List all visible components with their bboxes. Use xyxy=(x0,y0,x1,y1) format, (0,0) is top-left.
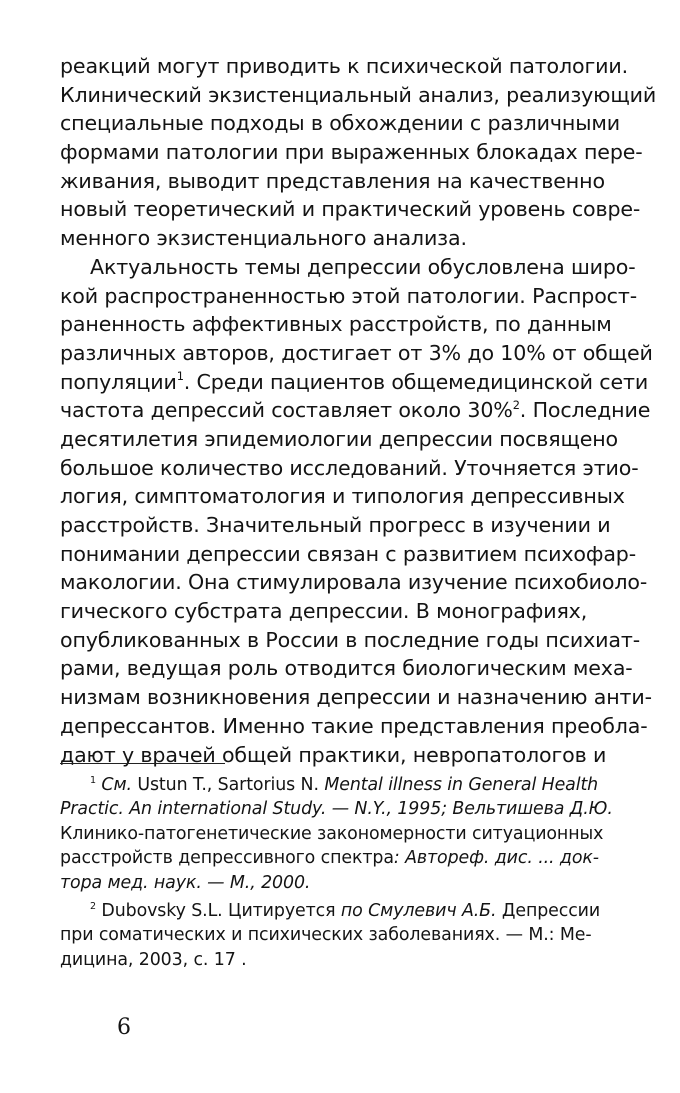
footnote-1-line xyxy=(60,773,613,797)
footnote-1-line xyxy=(60,871,613,895)
text-line: Актуальность темы депрессии обусловлена широ- xyxy=(90,254,636,279)
text-segment: Депрессии xyxy=(496,900,601,921)
text-line: десятилетия эпидемиологии депрессии посвящено xyxy=(60,426,618,451)
text-line xyxy=(60,368,656,397)
text-line: менного экзистенциального анализа. xyxy=(60,226,467,251)
footnote-ref-2: 2 xyxy=(512,397,520,412)
text-line: живания, выводит представления на качественно xyxy=(60,168,605,193)
text-segment: тора мед. наук. — М., 2000. xyxy=(60,872,311,893)
text-segment: по Смулевич А.Б. xyxy=(340,900,497,921)
text-segment: Practic. An international Study. — N.Y., 1995; Вельтишева Д.Ю. xyxy=(60,799,613,820)
text-line: специальные подходы в обхождении с различными xyxy=(60,111,620,136)
text-line: новый теоретический и практический уровень совре- xyxy=(60,197,641,222)
text-line: реакций могут приводить к психической патологии. xyxy=(60,54,629,78)
footnote-1-line xyxy=(60,797,613,821)
text-line: понимании депрессии связан с развитием психофар- xyxy=(60,541,637,566)
text-line: формами патологии при выраженных блокадах пере- xyxy=(60,140,643,165)
text-segment: популяции xyxy=(60,369,177,394)
footnote-2-line: дицина, 2003, с. 17 . xyxy=(60,949,247,970)
page-number: 6 xyxy=(117,1015,131,1040)
text-line: дают у врачей общей практики, невропатологов и xyxy=(60,742,607,767)
text-segment: Mental illness in General Health xyxy=(324,775,599,795)
text-line: большое количество исследований. Уточняется этио- xyxy=(60,455,639,480)
text-segment: . Среди пациентов общемедицинской сети xyxy=(183,369,649,394)
text-line: кой распространенностью этой патологии. Распрост- xyxy=(60,283,637,308)
text-segment: расстройств депрессивного спектра xyxy=(60,848,394,869)
text-line: низмам возникновения депрессии и назначению анти- xyxy=(60,685,652,710)
footnote-2-line: при соматических и психических заболеваниях. — М.: Ме- xyxy=(60,925,592,946)
text-line: гического субстрата депрессии. В монографиях, xyxy=(60,599,588,624)
footnote-mark-1: 1 xyxy=(90,774,96,786)
footnote-divider xyxy=(60,763,225,764)
text-segment: частота депрессий составляет около 30% xyxy=(60,398,513,423)
text-line: Клинический экзистенциальный анализ, реализующий xyxy=(60,82,657,107)
text-segment: : Автореф. дис. ... док- xyxy=(393,848,599,869)
footnote-1-line xyxy=(60,846,613,870)
main-text xyxy=(60,52,656,769)
text-segment: . Последние xyxy=(519,398,651,423)
footnote-2-line xyxy=(60,899,613,923)
text-line: раненность аффективных расстройств, по данным xyxy=(60,312,612,337)
footnote-mark-2: 2 xyxy=(90,900,96,912)
text-line: различных авторов, достигает от 3% до 10% от общей xyxy=(60,340,653,365)
text-segment: Ustun T., Sartorius N. xyxy=(131,775,325,795)
text-line: опубликованных в России в последние годы психиат- xyxy=(60,627,640,652)
text-segment: См. xyxy=(95,775,132,795)
text-segment: Dubovsky S.L. Цитируется xyxy=(95,900,341,921)
text-line xyxy=(60,396,656,425)
text-line: депрессантов. Именно такие представления преобла- xyxy=(60,713,648,738)
footnote-ref-1: 1 xyxy=(176,369,184,384)
footnotes xyxy=(60,773,613,972)
footnote-1-line: Клинико-патогенетические закономерности ситуационных xyxy=(60,823,604,844)
text-line: расстройств. Значительный прогресс в изучении и xyxy=(60,513,611,537)
text-line: макологии. Она стимулировала изучение психобиоло- xyxy=(60,570,648,595)
text-line: рами, ведущая роль отводится биологическим меха- xyxy=(60,656,633,681)
text-line: логия, симптоматология и типология депрессивных xyxy=(60,484,625,509)
